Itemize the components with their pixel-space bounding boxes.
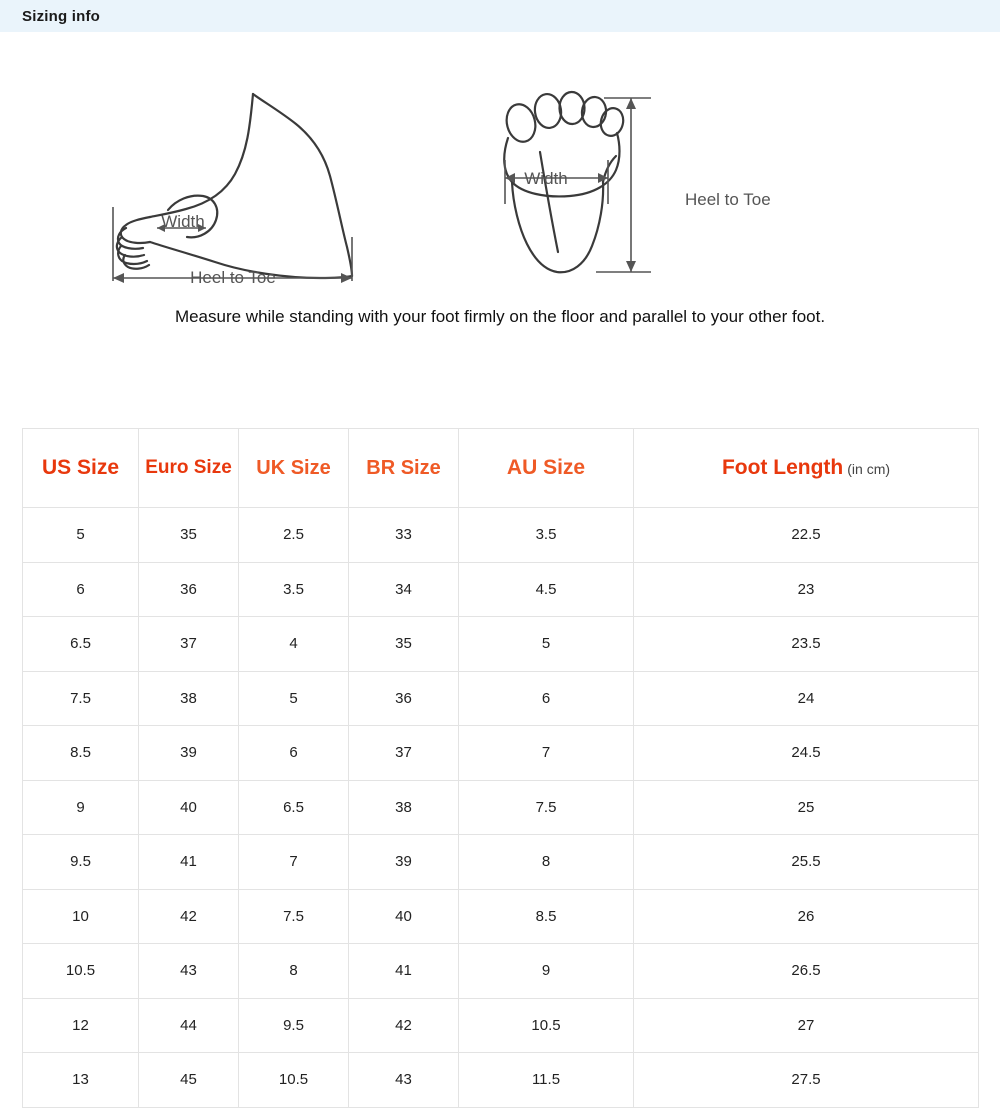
cell-uk-size: 2.5 xyxy=(239,508,349,563)
table-row xyxy=(23,944,979,999)
cell-euro-size: 43 xyxy=(139,944,239,999)
cell-au-size: 3.5 xyxy=(459,508,634,563)
table-row xyxy=(23,617,979,672)
column-header-us-size: US Size xyxy=(23,429,139,508)
cell-uk-size: 10.5 xyxy=(239,1053,349,1108)
table-row xyxy=(23,889,979,944)
cell-br-size: 33 xyxy=(349,508,459,563)
cell-br-size: 38 xyxy=(349,780,459,835)
table-row xyxy=(23,998,979,1053)
cell-uk-size: 6 xyxy=(239,726,349,781)
cell-br-size: 36 xyxy=(349,671,459,726)
cell-euro-size: 41 xyxy=(139,835,239,890)
top-view-width-label: Width xyxy=(524,169,568,188)
cell-br-size: 42 xyxy=(349,998,459,1053)
cell-au-size: 7 xyxy=(459,726,634,781)
table-row xyxy=(23,508,979,563)
column-header-euro-size: Euro Size xyxy=(139,429,239,508)
cell-uk-size: 6.5 xyxy=(239,780,349,835)
cell-us-size: 5 xyxy=(23,508,139,563)
cell-foot-length: 27 xyxy=(634,998,979,1053)
foot-diagram-svg xyxy=(0,32,1000,332)
cell-foot-length: 22.5 xyxy=(634,508,979,563)
column-header-uk-size: UK Size xyxy=(239,429,349,508)
cell-au-size: 9 xyxy=(459,944,634,999)
cell-euro-size: 45 xyxy=(139,1053,239,1108)
table-header-row xyxy=(23,429,979,508)
cell-foot-length: 25.5 xyxy=(634,835,979,890)
cell-uk-size: 7.5 xyxy=(239,889,349,944)
cell-us-size: 7.5 xyxy=(23,671,139,726)
cell-br-size: 35 xyxy=(349,617,459,672)
cell-au-size: 11.5 xyxy=(459,1053,634,1108)
cell-foot-length: 23 xyxy=(634,562,979,617)
size-chart-container xyxy=(22,428,978,1108)
cell-foot-length: 26.5 xyxy=(634,944,979,999)
table-row xyxy=(23,1053,979,1108)
cell-euro-size: 40 xyxy=(139,780,239,835)
cell-us-size: 12 xyxy=(23,998,139,1053)
cell-uk-size: 3.5 xyxy=(239,562,349,617)
cell-br-size: 39 xyxy=(349,835,459,890)
cell-au-size: 7.5 xyxy=(459,780,634,835)
cell-foot-length: 24 xyxy=(634,671,979,726)
foot-length-text: Foot Length xyxy=(721,456,844,480)
cell-euro-size: 38 xyxy=(139,671,239,726)
cell-au-size: 6 xyxy=(459,671,634,726)
column-header-br-size: BR Size xyxy=(349,429,459,508)
side-view-foot-icon xyxy=(117,94,352,278)
measure-instruction: Measure while standing with your foot firmly on the floor and parallel to your other foot. xyxy=(174,307,826,326)
table-row xyxy=(23,671,979,726)
cell-euro-size: 37 xyxy=(139,617,239,672)
cell-br-size: 40 xyxy=(349,889,459,944)
side-view-heel-to-toe-label: Heel to Toe xyxy=(190,268,276,287)
cell-euro-size: 44 xyxy=(139,998,239,1053)
top-view-heel-to-toe-label: Heel to Toe xyxy=(685,190,771,209)
cell-euro-size: 35 xyxy=(139,508,239,563)
table-row xyxy=(23,780,979,835)
foot-length-unit: (in cm) xyxy=(847,461,891,478)
column-header-au-size: AU Size xyxy=(459,429,634,508)
cell-us-size: 13 xyxy=(23,1053,139,1108)
sizing-info-header xyxy=(0,0,1000,32)
column-header-foot-length xyxy=(634,429,979,508)
cell-uk-size: 4 xyxy=(239,617,349,672)
cell-us-size: 6 xyxy=(23,562,139,617)
cell-uk-size: 5 xyxy=(239,671,349,726)
page-title: Sizing info xyxy=(22,7,101,25)
cell-foot-length: 23.5 xyxy=(634,617,979,672)
table-row xyxy=(23,562,979,617)
cell-euro-size: 36 xyxy=(139,562,239,617)
cell-us-size: 10.5 xyxy=(23,944,139,999)
cell-au-size: 8.5 xyxy=(459,889,634,944)
cell-us-size: 9.5 xyxy=(23,835,139,890)
side-view-width-label: Width xyxy=(161,212,205,231)
cell-au-size: 10.5 xyxy=(459,998,634,1053)
size-chart-body xyxy=(23,508,979,1108)
cell-uk-size: 9.5 xyxy=(239,998,349,1053)
foot-measurement-diagram xyxy=(0,32,1000,417)
cell-foot-length: 24.5 xyxy=(634,726,979,781)
cell-foot-length: 25 xyxy=(634,780,979,835)
cell-au-size: 5 xyxy=(459,617,634,672)
cell-us-size: 6.5 xyxy=(23,617,139,672)
cell-br-size: 41 xyxy=(349,944,459,999)
cell-us-size: 10 xyxy=(23,889,139,944)
cell-br-size: 34 xyxy=(349,562,459,617)
cell-br-size: 37 xyxy=(349,726,459,781)
cell-us-size: 8.5 xyxy=(23,726,139,781)
table-row xyxy=(23,835,979,890)
cell-au-size: 8 xyxy=(459,835,634,890)
cell-au-size: 4.5 xyxy=(459,562,634,617)
cell-euro-size: 39 xyxy=(139,726,239,781)
cell-br-size: 43 xyxy=(349,1053,459,1108)
cell-foot-length: 26 xyxy=(634,889,979,944)
size-chart-table xyxy=(22,428,979,1108)
cell-euro-size: 42 xyxy=(139,889,239,944)
cell-foot-length: 27.5 xyxy=(634,1053,979,1108)
cell-us-size: 9 xyxy=(23,780,139,835)
cell-uk-size: 8 xyxy=(239,944,349,999)
cell-uk-size: 7 xyxy=(239,835,349,890)
table-row xyxy=(23,726,979,781)
